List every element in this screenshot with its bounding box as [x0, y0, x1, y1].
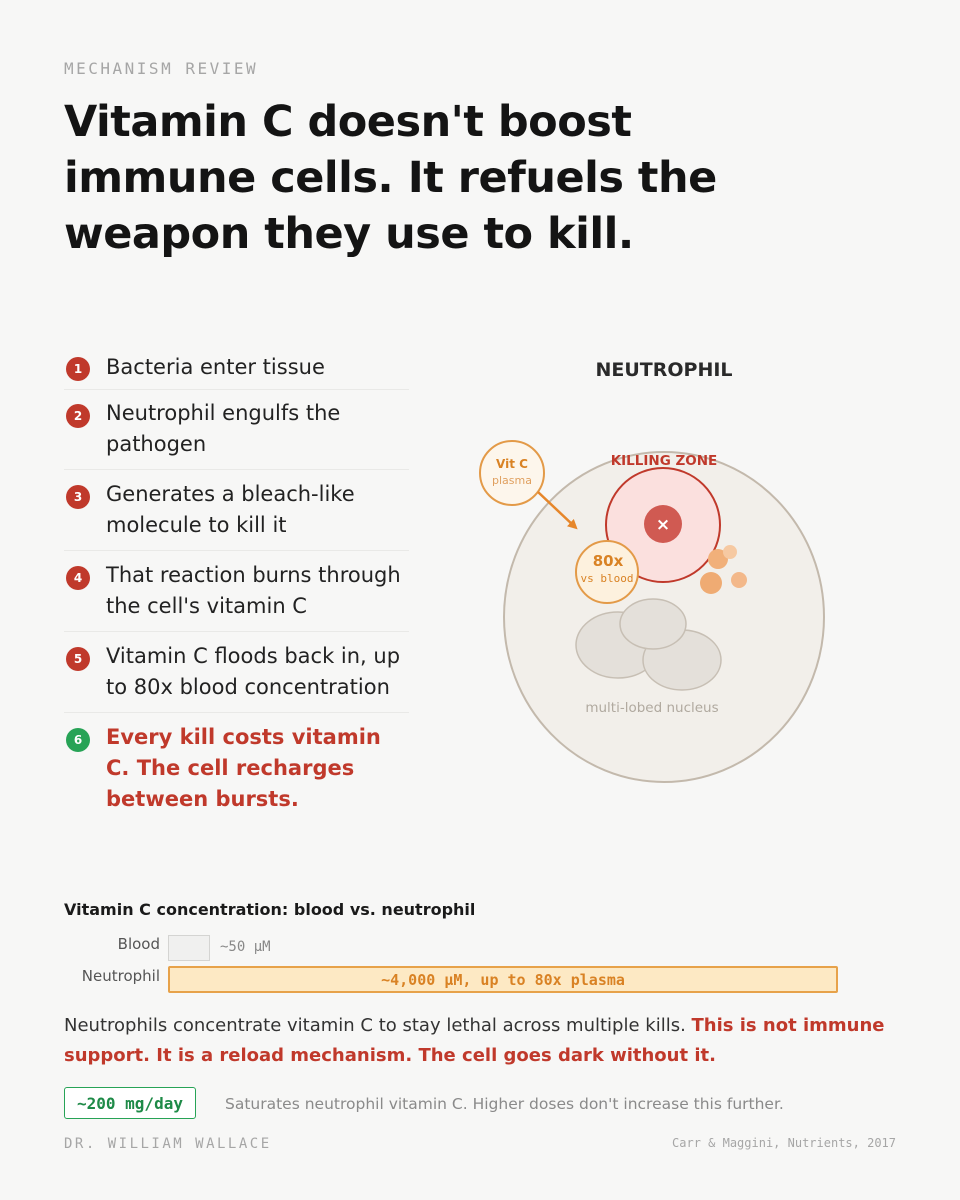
vitamin-c-plasma-sub: plasma [492, 474, 532, 487]
bar-label-blood: Blood [117, 935, 160, 953]
summary-plain: Neutrophils concentrate vitamin C to stay lethal across multiple kills. [64, 1015, 692, 1036]
dose-badge: ~200 mg/day [64, 1087, 196, 1119]
summary-text [64, 1011, 904, 1071]
killing-zone-label: KILLING ZONE [610, 453, 718, 469]
summary-emphasis: This is not immune support. It is a reload mechanism. The cell goes dark without it. [64, 1015, 885, 1066]
step-text: Bacteria enter tissue [106, 355, 325, 379]
granule [723, 545, 737, 559]
step-text: Generates a bleach-like molecule to kill it [106, 482, 355, 537]
granule [700, 572, 722, 594]
mechanism-steps [64, 350, 409, 815]
step-4 [64, 551, 409, 632]
bar-value-blood: ~50 μM [220, 939, 271, 955]
vitamin-c-plasma-bubble [480, 441, 544, 505]
eyebrow-label: MECHANISM REVIEW [64, 59, 259, 78]
author-name: DR. WILLIAM WALLACE [64, 1136, 272, 1152]
step-number-badge: 4 [66, 566, 90, 590]
step-text: Neutrophil engulfs the pathogen [106, 401, 341, 456]
bar-neutrophil [168, 966, 838, 993]
step-text: That reaction burns through the cell's vitamin C [106, 563, 401, 618]
vitamin-c-inside-sub: vs blood [580, 572, 634, 585]
step-number-badge: 5 [66, 647, 90, 671]
bar-blood [168, 935, 210, 961]
step-text-emphasis: Every kill costs vitamin C. The cell recharges between bursts. [106, 725, 381, 811]
bar-label-neutrophil: Neutrophil [81, 967, 160, 985]
vitamin-c-inside-value: 80x [592, 552, 624, 570]
step-number-badge: 2 [66, 404, 90, 428]
bar-value-neutrophil: ~4,000 μM, up to 80x plasma [381, 970, 625, 989]
kill-x-icon: × [655, 515, 671, 535]
dose-text: Saturates neutrophil vitamin C. Higher doses don't increase this further. [225, 1095, 784, 1113]
neutrophil-diagram [440, 340, 940, 810]
headline: Vitamin C doesn't boost immune cells. It refuels the weapon they use to kill. [64, 97, 717, 259]
step-1 [64, 350, 409, 390]
citation: Carr & Maggini, Nutrients, 2017 [672, 1136, 896, 1150]
step-3 [64, 470, 409, 551]
step-5 [64, 632, 409, 713]
step-number-badge: 6 [66, 728, 90, 752]
step-number-badge: 3 [66, 485, 90, 509]
diagram-title: NEUTROPHIL [595, 359, 733, 381]
nucleus-label: multi-lobed nucleus [585, 700, 719, 716]
step-2 [64, 390, 409, 470]
granule [731, 572, 747, 588]
vitamin-c-plasma-title: Vit C [496, 457, 528, 471]
step-6 [64, 713, 409, 815]
step-text: Vitamin C floods back in, up to 80x blood concentration [106, 644, 401, 699]
nucleus-lobe [620, 599, 686, 649]
step-number-badge: 1 [66, 357, 90, 381]
chart-title: Vitamin C concentration: blood vs. neutrophil [64, 900, 476, 919]
